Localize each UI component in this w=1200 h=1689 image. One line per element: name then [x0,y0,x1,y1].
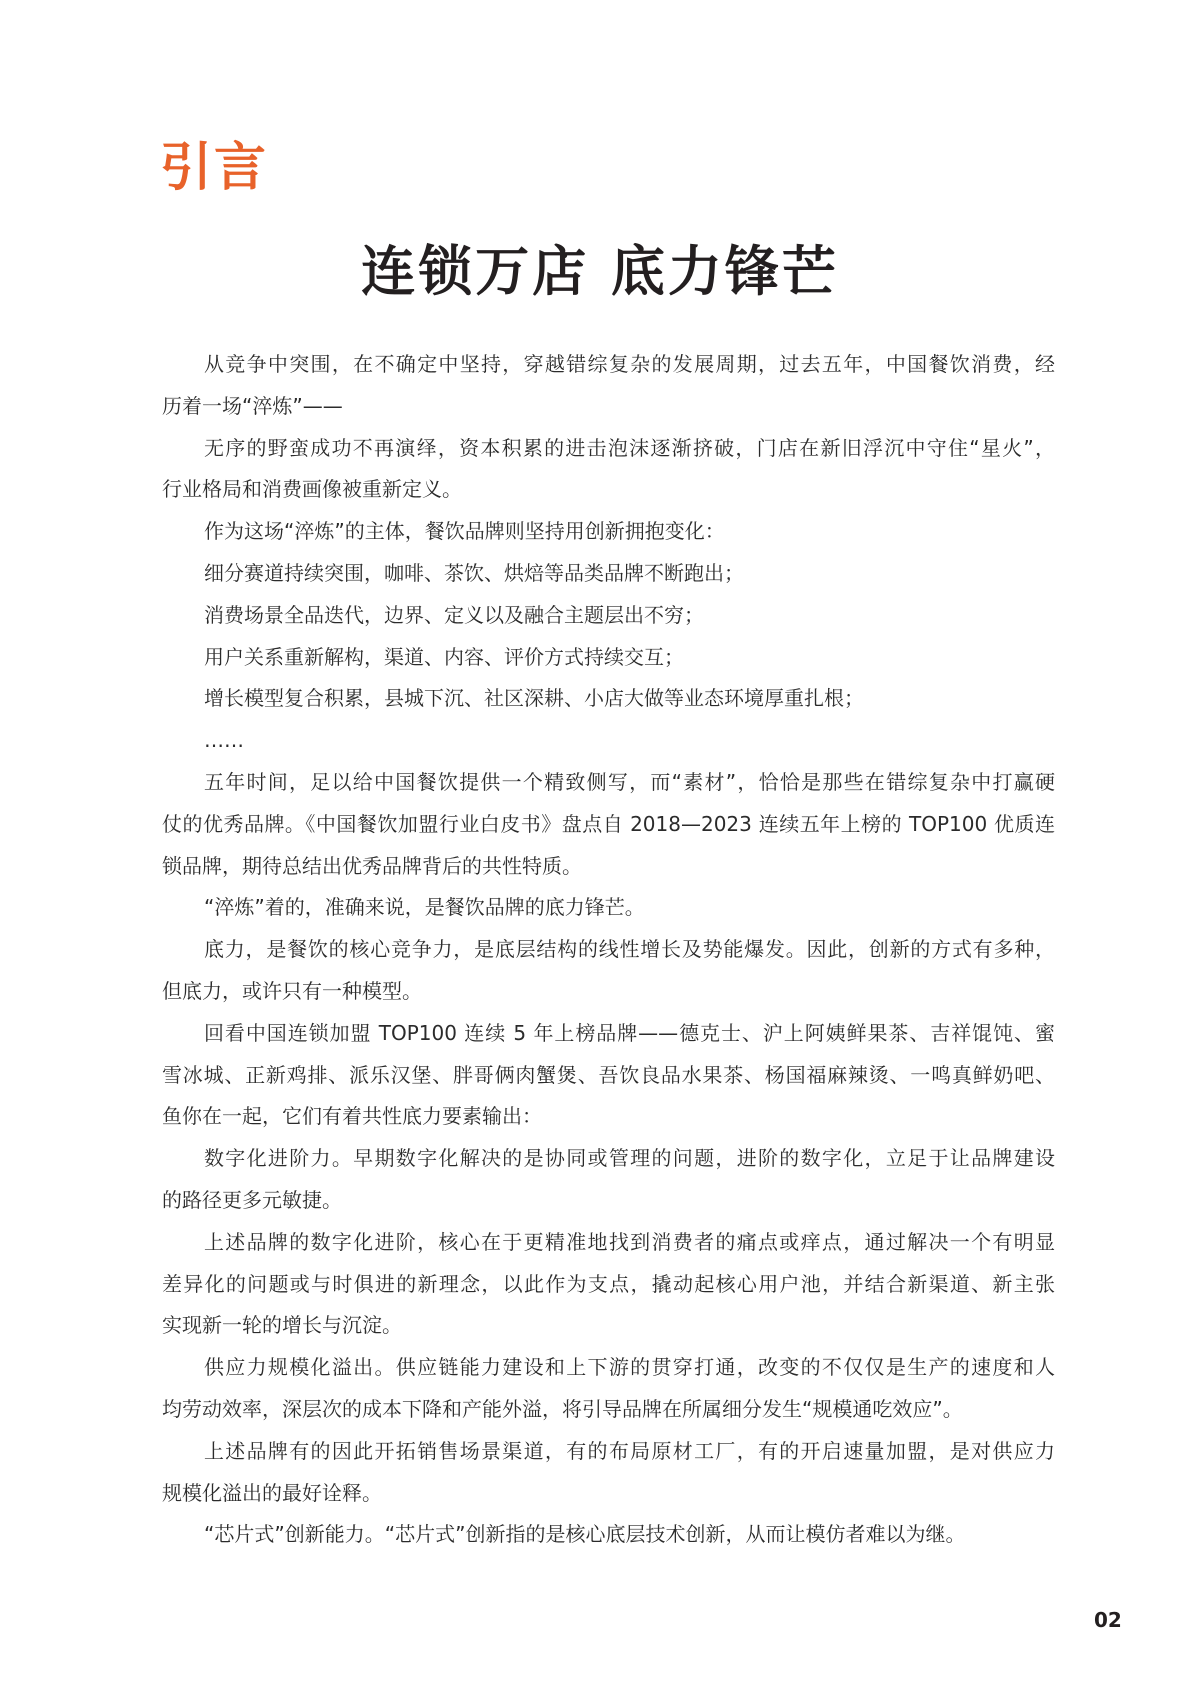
paragraph-line: …… [204,728,244,753]
paragraph-line: 实现新一轮的增长与沉淀。 [162,1313,402,1338]
paragraph [162,637,1055,679]
paragraph [162,1013,1055,1138]
paragraph [162,553,1055,595]
paragraph [162,678,1055,720]
paragraph [162,1431,1055,1515]
paragraph [162,511,1055,553]
paragraph-line: 增长模型复合积累，县城下沉、社区深耕、小店大做等业态环境厚重扎根； [204,686,864,711]
paragraph [162,929,1055,1013]
section-heading: 引言 [160,138,269,198]
paragraph-line: “芯片式”创新能力。“芯片式”创新指的是核心底层技术创新，从而让模仿者难以为继。 [204,1522,966,1547]
paragraph [162,1222,1055,1347]
paragraph-line: 底力，是餐饮的核心竞争力，是底层结构的线性增长及势能爆发。因此，创新的方式有多种， [204,937,1055,962]
paragraph [162,595,1055,637]
paragraph-line: 供应力规模化溢出。供应链能力建设和上下游的贯穿打通，改变的不仅仅是生产的速度和人 [204,1355,1055,1380]
paragraph-line: 从竞争中突围，在不确定中坚持，穿越错综复杂的发展周期，过去五年，中国餐饮消费，经 [204,352,1055,376]
paragraph-line: 均劳动效率，深层次的成本下降和产能外溢，将引导品牌在所属细分发生“规模通吃效应”。 [162,1396,963,1421]
paragraph-line: 用户关系重新解构，渠道、内容、评价方式持续交互； [204,644,684,669]
paragraph-line: 但底力，或许只有一种模型。 [162,978,422,1003]
paragraph-line: 上述品牌的数字化进阶，核心在于更精准地找到消费者的痛点或痒点，通过解决一个有明显 [204,1229,1055,1254]
paragraph-line: 行业格局和消费画像被重新定义。 [162,477,462,502]
paragraph-line: 回看中国连锁加盟 TOP100 连续 5 年上榜品牌——德克士、沪上阿姨鲜果茶、吉祥馄饨、蜜 [204,1020,1055,1045]
page-number: 02 [1094,1608,1122,1632]
paragraph [162,720,1055,762]
paragraph-line: 仗的优秀品牌。《中国餐饮加盟行业白皮书》盘点自 2018—2023 连续五年上榜的 TOP100 优质连 [162,811,1055,836]
paragraph-line: 消费场景全品迭代，边界、定义以及融合主题层出不穷； [204,602,704,627]
paragraph-line: 差异化的问题或与时俱进的新理念，以此作为支点，撬动起核心用户池，并结合新渠道、新主张 [162,1271,1055,1296]
paragraph-line: 数字化进阶力。早期数字化解决的是协同或管理的问题，进阶的数字化，立足于让品牌建设 [204,1146,1055,1171]
paragraph [162,887,1055,929]
paragraph [162,344,1055,428]
body-text [162,344,1055,1556]
paragraph [162,762,1055,887]
paragraph [162,1347,1055,1431]
paragraph-line: 规模化溢出的最好诠释。 [162,1480,382,1505]
paragraph-line: “淬炼”着的，准确来说，是餐饮品牌的底力锋芒。 [204,895,645,920]
paragraph [162,428,1055,512]
paragraph-line: 锁品牌，期待总结出优秀品牌背后的共性特质。 [162,853,582,878]
paragraph-line: 的路径更多元敏捷。 [162,1187,342,1212]
paragraph-line: 上述品牌有的因此开拓销售场景渠道，有的布局原材工厂，有的开启速量加盟，是对供应力 [204,1438,1055,1463]
paragraph-line: 细分赛道持续突围，咖啡、茶饮、烘焙等品类品牌不断跑出； [204,560,744,585]
paragraph-line: 五年时间，足以给中国餐饮提供一个精致侧写，而“素材”，恰恰是那些在错综复杂中打赢硬 [204,769,1055,794]
page-title: 连锁万店 底力锋芒 [361,240,839,303]
paragraph-line: 鱼你在一起，它们有着共性底力要素输出： [162,1104,542,1129]
paragraph-line: 雪冰城、正新鸡排、派乐汉堡、胖哥俩肉蟹煲、吾饮良品水果茶、杨国福麻辣烫、一鸣真鲜奶吧、 [162,1062,1055,1087]
paragraph [162,1514,1055,1556]
paragraph-line: 作为这场“淬炼”的主体，餐饮品牌则坚持用创新拥抱变化： [204,519,725,544]
paragraph [162,1138,1055,1222]
paragraph-line: 历着一场“淬炼”—— [162,393,343,418]
paragraph-line: 无序的野蛮成功不再演绎，资本积累的进击泡沫逐渐挤破，门店在新旧浮沉中守住“星火”， [204,435,1055,460]
